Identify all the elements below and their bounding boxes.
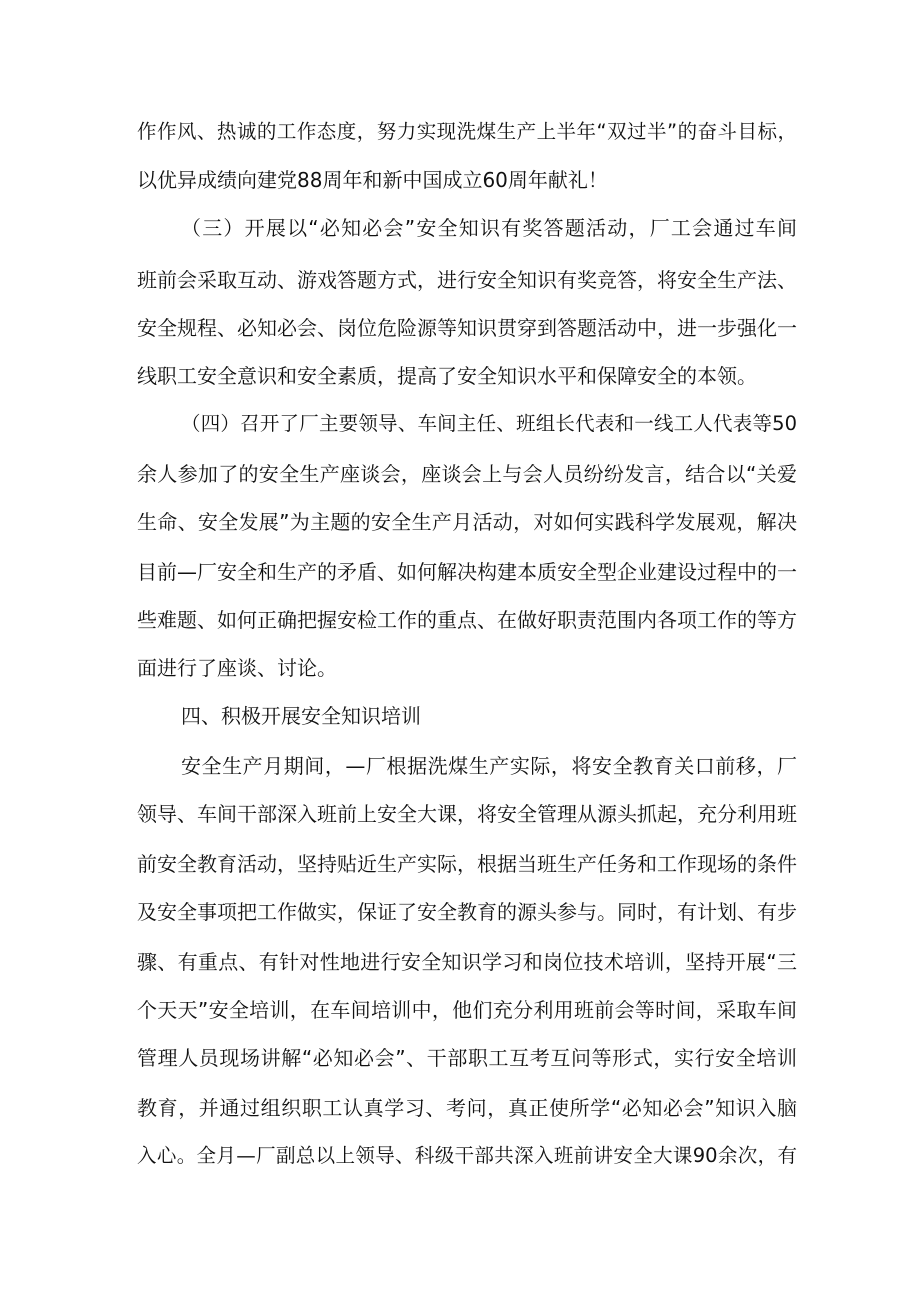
- text-line-4: 班前会采取互动、游戏答题方式，进行安全知识有奖竞答，将安全生产法、: [137, 268, 797, 292]
- text-line-11: 些难题、如何正确把握安检工作的重点、在做好职责范围内各项工作的等方: [137, 608, 797, 632]
- text-line-2: 以优异成绩向建党88周年和新中国成立60周年献礼！: [137, 168, 608, 192]
- text-line-15: 领导、车间干部深入班前上安全大课，将安全管理从源头抓起，充分利用班: [137, 802, 797, 826]
- text-line-18: 骤、有重点、有针对性地进行安全知识学习和岗位技术培训，坚持开展“三: [137, 950, 797, 974]
- text-line-16: 前安全教育活动，坚持贴近生产实际，根据当班生产任务和工作现场的条件: [137, 852, 797, 876]
- text-line-9: 生命、安全发展”为主题的安全生产月活动，对如何实践科学发展观，解决: [137, 510, 797, 534]
- text-line-10: 目前—厂安全和生产的矛盾、如何解决构建本质安全型企业建设过程中的一: [137, 560, 797, 584]
- text-line-12: 面进行了座谈、讨论。: [137, 656, 337, 680]
- text-line-5: 安全规程、必知必会、岗位危险源等知识贯穿到答题活动中，进一步强化一: [137, 316, 797, 340]
- text-line-21: 教育，并通过组织职工认真学习、考问，真正使所学“必知必会”知识入脑: [137, 1096, 797, 1120]
- text-line-19: 个天天”安全培训，在车间培训中，他们充分利用班前会等时间，采取车间: [137, 998, 797, 1022]
- text-line-22: 入心。全月—厂副总以上领导、科级干部共深入班前讲安全大课90余次，有: [137, 1144, 797, 1167]
- text-line-7: （四）召开了厂主要领导、车间主任、班组长代表和一线工人代表等50: [181, 412, 797, 435]
- text-line-14: 安全生产月期间，—厂根据洗煤生产实际，将安全教育关口前移，厂: [181, 754, 797, 778]
- text-line-1: 作作风、热诚的工作态度，努力实现洗煤生产上半年“双过半”的奋斗目标，: [137, 120, 797, 143]
- text-line-8: 余人参加了的安全生产座谈会，座谈会上与会人员纷纷发言，结合以“关爱: [137, 462, 797, 486]
- section-heading: 四、积极开展安全知识培训: [181, 704, 421, 728]
- text-line-20: 管理人员现场讲解“必知必会”、干部职工互考互问等形式，实行安全培训: [137, 1046, 797, 1070]
- text-line-17: 及安全事项把工作做实，保证了安全教育的源头参与。同时，有计划、有步: [137, 900, 797, 924]
- text-line-6: 线职工安全意识和安全素质，提高了安全知识水平和保障安全的本领。: [137, 364, 757, 388]
- text-line-3: （三）开展以“必知必会”安全知识有奖答题活动，厂工会通过车间: [181, 216, 797, 240]
